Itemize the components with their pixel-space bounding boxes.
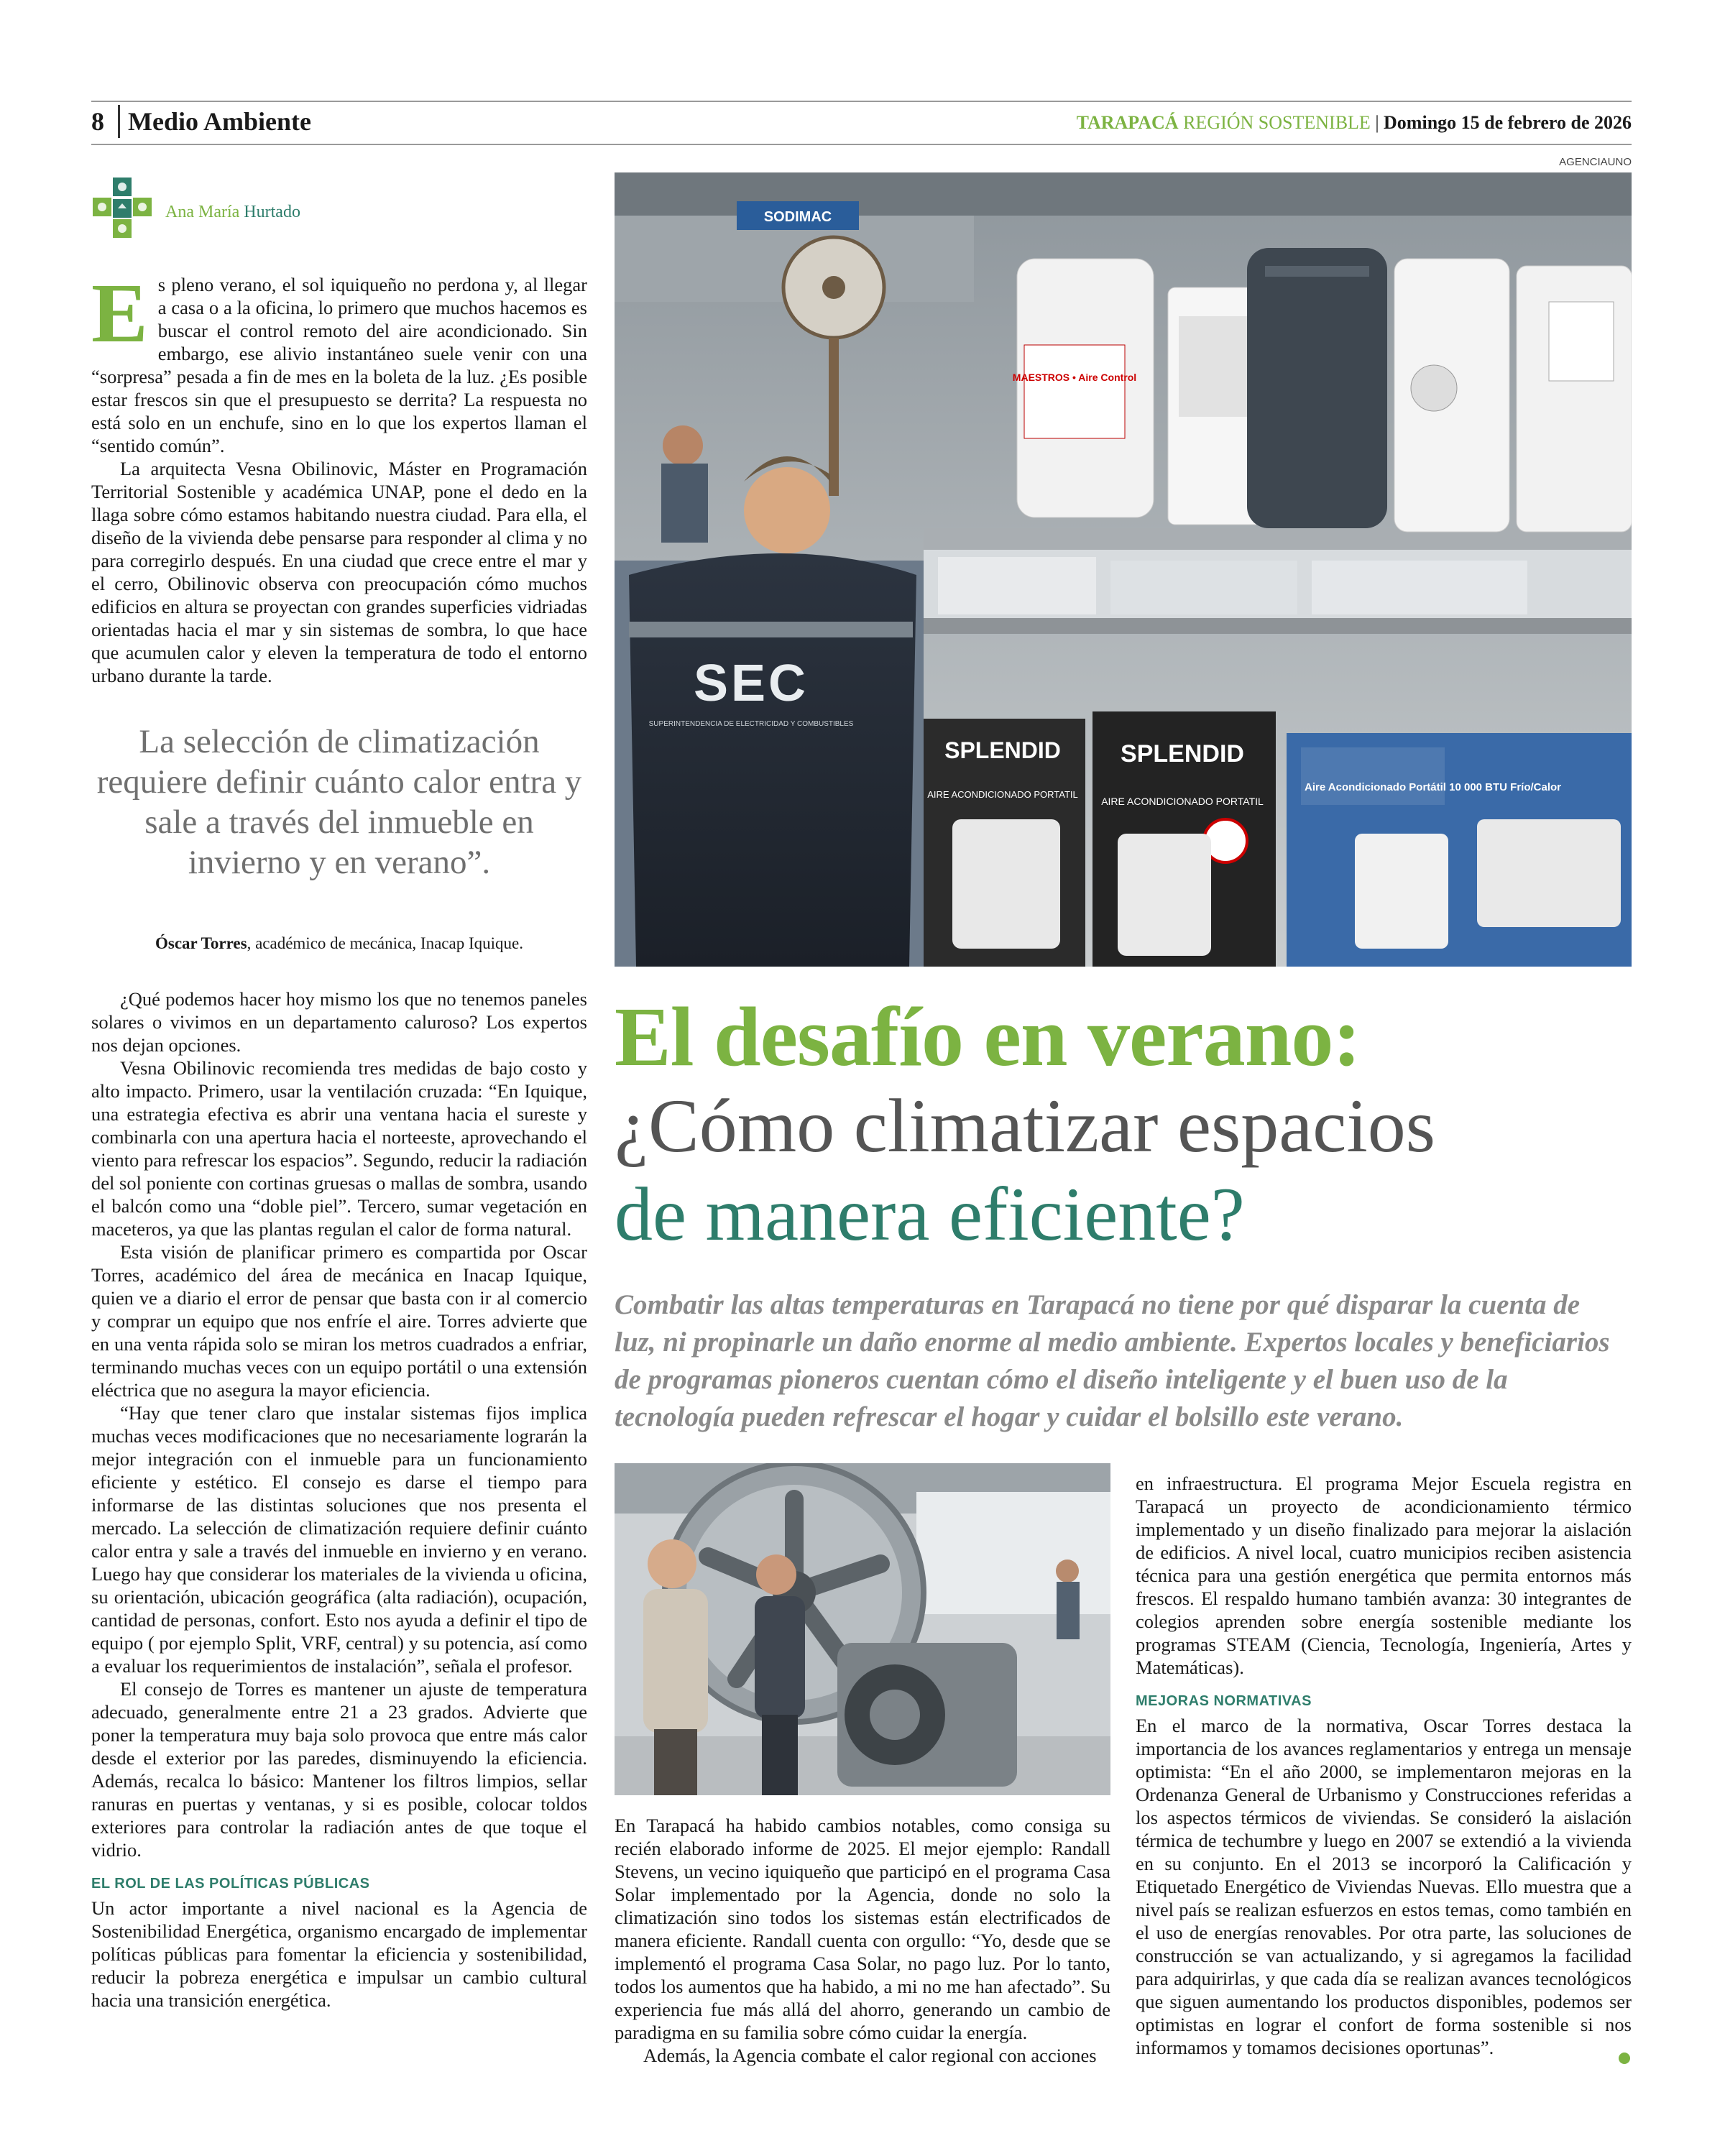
- industrial-fans-photo: [615, 1463, 1110, 1795]
- quote-attribution: [91, 934, 587, 953]
- quote-role: , académico de mecánica, Inacap Iquique.: [247, 934, 523, 952]
- box-brand-splendid-1: SPLENDID: [944, 737, 1061, 763]
- box-label-1: AIRE ACONDICIONADO PORTATIL: [927, 789, 1078, 800]
- price-sign-text: MAESTROS • Aire Control: [1012, 372, 1137, 383]
- paragraph: Esta visión de planificar primero es compartida por Oscar Torres, académico del área de mecánica en Inacap Iquique, quien ve a diario el error de pensar que basta con ir al comercio y comprar un equipo que nos enfríe el aire. Torres advierte que en una venta rápida solo se miran los metros cuadrados a enfriar, terminando muchas veces con un equipo portátil o una extensión eléctrica que no asegura la mayor eficiencia.: [91, 1241, 587, 1401]
- quote-name: Óscar Torres: [155, 934, 247, 952]
- paragraph: en infraestructura. El programa Mejor Escuela registra en Tarapacá un proyecto de acondicionamiento térmico implementado y un diseño finalizado para mejorar la aislación de edificios. A nivel local, cuatro municipios reciben asistencia técnica para una gestión energética que permita entornos más frescos. El respaldo humano también avanza: 30 integrantes de colegios aprenden sobre energía sostenible mediante los programas STEAM (Ciencia, Tecnología, Ingeniería, Artes y Matemáticas).: [1136, 1473, 1632, 1678]
- author-byline: [165, 203, 300, 222]
- intro-paragraph-1-text: s pleno verano, el sol iquiqueño no perdona y, al llegar a casa o a la oficina, lo primero que muchos hacemos es buscar el control remoto del aire acondicionado. Sin embargo, ese alivio instantáneo suele venir con una “sorpresa” pesada a fin de mes en la boleta de la luz. ¿Es posible estar frescos sin que el presupuesto se derrita? La respuesta no está solo en un enchufe, sino en lo que los expertos llaman el “sentido común”.: [91, 274, 587, 456]
- box-label-3: Aire Acondicionado Portátil 10 000 BTU Frío/Calor: [1305, 781, 1562, 793]
- store-sign-text: SODIMAC: [763, 209, 832, 225]
- photo-credit: AGENCIAUNO: [1559, 156, 1632, 168]
- column-2-body: [615, 1814, 1110, 2067]
- article-deck: Combatir las altas temperaturas en Tarapacá no tiene por qué disparar la cuenta de luz, ni propinarle un daño enorme al medio ambiente. Expertos locales y beneficiarios de programas pioneros cuentan cómo el diseño inteligente y el buen uso de la tecnología pueden refrescar el hogar y cuidar el bolsillo este verano.: [615, 1289, 1610, 1432]
- headline-line-3: de manera eficiente?: [615, 1172, 1245, 1256]
- headline-line-1: El desafío en verano:: [615, 990, 1361, 1084]
- section-title: Medio Ambiente: [128, 107, 311, 136]
- sec-vest-subtitle: SUPERINTENDENCIA DE ELECTRICIDAD Y COMBUSTIBLES: [648, 720, 854, 728]
- header-separator: [118, 105, 120, 138]
- subhead-public-policy: EL ROL DE LAS POLÍTICAS PÚBLICAS: [91, 1876, 370, 1892]
- header-rule: [91, 144, 1632, 145]
- box-brand-splendid-2: SPLENDID: [1121, 740, 1244, 768]
- brand-suffix: REGIÓN SOSTENIBLE: [1183, 112, 1371, 133]
- publication-info: [1077, 112, 1632, 134]
- paragraph: “Hay que tener claro que instalar sistemas fijos implica muchas veces modificaciones que no necesariamente lograrán la mejor integración con el inmueble para un funcionamiento eficiente y estético. El consejo es darse el tiempo para informarse de las distintas soluciones que nos presenta el mercado. La selección de climatización requiere definir cuánto calor entra y sale a través del inmueble en invierno y en verano. Luego hay que considerar los materiales de la vivienda u oficina, su orientación, ubicación geográfica (alta radiación), ocupación, cantidad de personas, confort. Esto nos ayuda a definir el tipo de equipo ( por ejemplo Split, VRF, central) y su potencia, así como a evaluar los requerimientos de instalación”, señala el profesor.: [91, 1402, 587, 1677]
- paragraph: Vesna Obilinovic recomienda tres medidas de bajo costo y alto impacto. Primero, usar la ventilación cruzada: “En Iquique, una estrategia efectiva es abrir una ventana hacia el sureste y combinarla con una apertura hacia el norteeste, aprovechando el viento para refrescar los espacios”. Segundo, reducir la radiación del sol poniente con cortinas gruesas o mallas de sombra, usando el balcón como una “doble piel”. Tercero, sumar vegetación en maceteros, ya que las plantas regulan el calor de forma natural.: [91, 1057, 587, 1240]
- top-rule: [91, 101, 1632, 102]
- box-label-2: AIRE ACONDICIONADO PORTATIL: [1101, 796, 1264, 807]
- drop-cap: E: [91, 266, 148, 360]
- intro-text: [91, 266, 587, 687]
- issue-date: Domingo 15 de febrero de 2026: [1384, 112, 1632, 133]
- author-last-name: Hurtado: [244, 203, 300, 221]
- column-1-body: [91, 987, 587, 2012]
- intro-paragraph-1: [91, 266, 587, 457]
- subhead-regulations: MEJORAS NORMATIVAS: [1136, 1693, 1312, 1709]
- paragraph: Un actor importante a nivel nacional es la Agencia de Sostenibilidad Energética, organismo encargado de implementar políticas públicas para fomentar la eficiencia y sostenibilidad, reducir la pobreza energética e impulsar un cambio cultural hacia una transición energética.: [91, 1897, 587, 2011]
- author-first-name: Ana María: [165, 203, 240, 221]
- sustainability-logo-icon: [91, 178, 153, 239]
- paragraph: En Tarapacá ha habido cambios notables, como consiga su recién elaborado informe de 2025. El mejor ejemplo: Randall Stevens, un vecino iquiqueño que participó en el programa Casa Solar implementado por la Agencia, donde no solo la climatización sino todos los sistemas están electrificados de manera eficiente. Randall cuenta con orgullo: “Yo, desde que se implementó el programa Casa Solar, no pago luz. Por lo tanto, todos los aumentos que ha habido, a mi no me han afectado”. Su experiencia fue más allá del ahorro, generando un cambio de paradigma en su familia sobre cómo cuidar la energía.: [615, 1815, 1110, 2043]
- headline-line-2: ¿Cómo climatizar espacios: [615, 1084, 1436, 1168]
- end-of-article-dot: [1619, 2053, 1630, 2064]
- intro-paragraph-2: La arquitecta Vesna Obilinovic, Máster en Programación Territorial Sostenible y académica UNAP, pone el dedo en la llaga sobre cómo estamos habitando nuestra ciudad. Para ella, el diseño de la vivienda debe pensarse para responder al clima y no para corregirlo después. En una ciudad que crece entre el mar y el cerro, Obilinovic observa con preocupación cómo muchos edificios en altura se proyectan con grandes superficies vidriadas orientadas hacia el mar y sin sistemas de sombra, lo que hace que acumulen calor y eleven la temperatura de todo el entorno urbano durante la tarde.: [91, 458, 587, 686]
- pull-quote: La selección de climatización requiere definir cuánto calor entra y sale a través del inmueble en invierno y en verano”.: [96, 723, 582, 881]
- header-divider: |: [1375, 112, 1379, 133]
- page-number: 8: [91, 107, 104, 136]
- sec-vest-logo: SEC: [693, 655, 809, 712]
- paragraph: ¿Qué podemos hacer hoy mismo los que no tenemos paneles solares o vivimos en un departamento caluroso? Los expertos nos dejan opciones.: [91, 988, 587, 1056]
- brand-name: TARAPACÁ: [1076, 112, 1179, 133]
- column-3-body: [1136, 1472, 1632, 2059]
- paragraph: El consejo de Torres es mantener un ajuste de temperatura adecuado, generalmente entre 21 a 23 grados. Advierte que poner la temperatura muy baja solo provoca que entre más calor desde el exterior por las paredes, disminuyendo la eficiencia. Además, recalca lo básico: Mantener los filtros limpios, sellar ranuras en puertas y ventanas, y si es posible, colocar toldos exteriores para controlar la radiación antes de que toque el vidrio.: [91, 1678, 587, 1861]
- store-aircon-photo: [615, 172, 1632, 967]
- paragraph: En el marco de la normativa, Oscar Torres destaca la importancia de los avances reglamentarios y entrega un mensaje optimista: “En el año 2000, se implementaron mejoras en la Ordenanza General de Urbanismo y Construcciones referidas a los aspectos térmicos de viviendas. Se consideró la aislación térmica de techumbre y luego en 2007 se extendió a la vivienda en su conjunto. En el 2013 se incorporó la Calificación y Etiquetado Energético de Viviendas Nuevas. Ello muestra que a nivel país se realizan esfuerzos en estos temas, como también en el uso de energías renovables. Por otra parte, las soluciones de construcción se van actualizando, y si agregamos la facilidad para adquirirlas, y que cada día se realizan avances tecnológicos que siguen aumentando los productos disponibles, podemos ser optimistas en lograr el confort de forma sostenible si nos informamos y tomamos decisiones oportunas”.: [1136, 1715, 1632, 2058]
- paragraph: Además, la Agencia combate el calor regional con acciones: [643, 2045, 1097, 2066]
